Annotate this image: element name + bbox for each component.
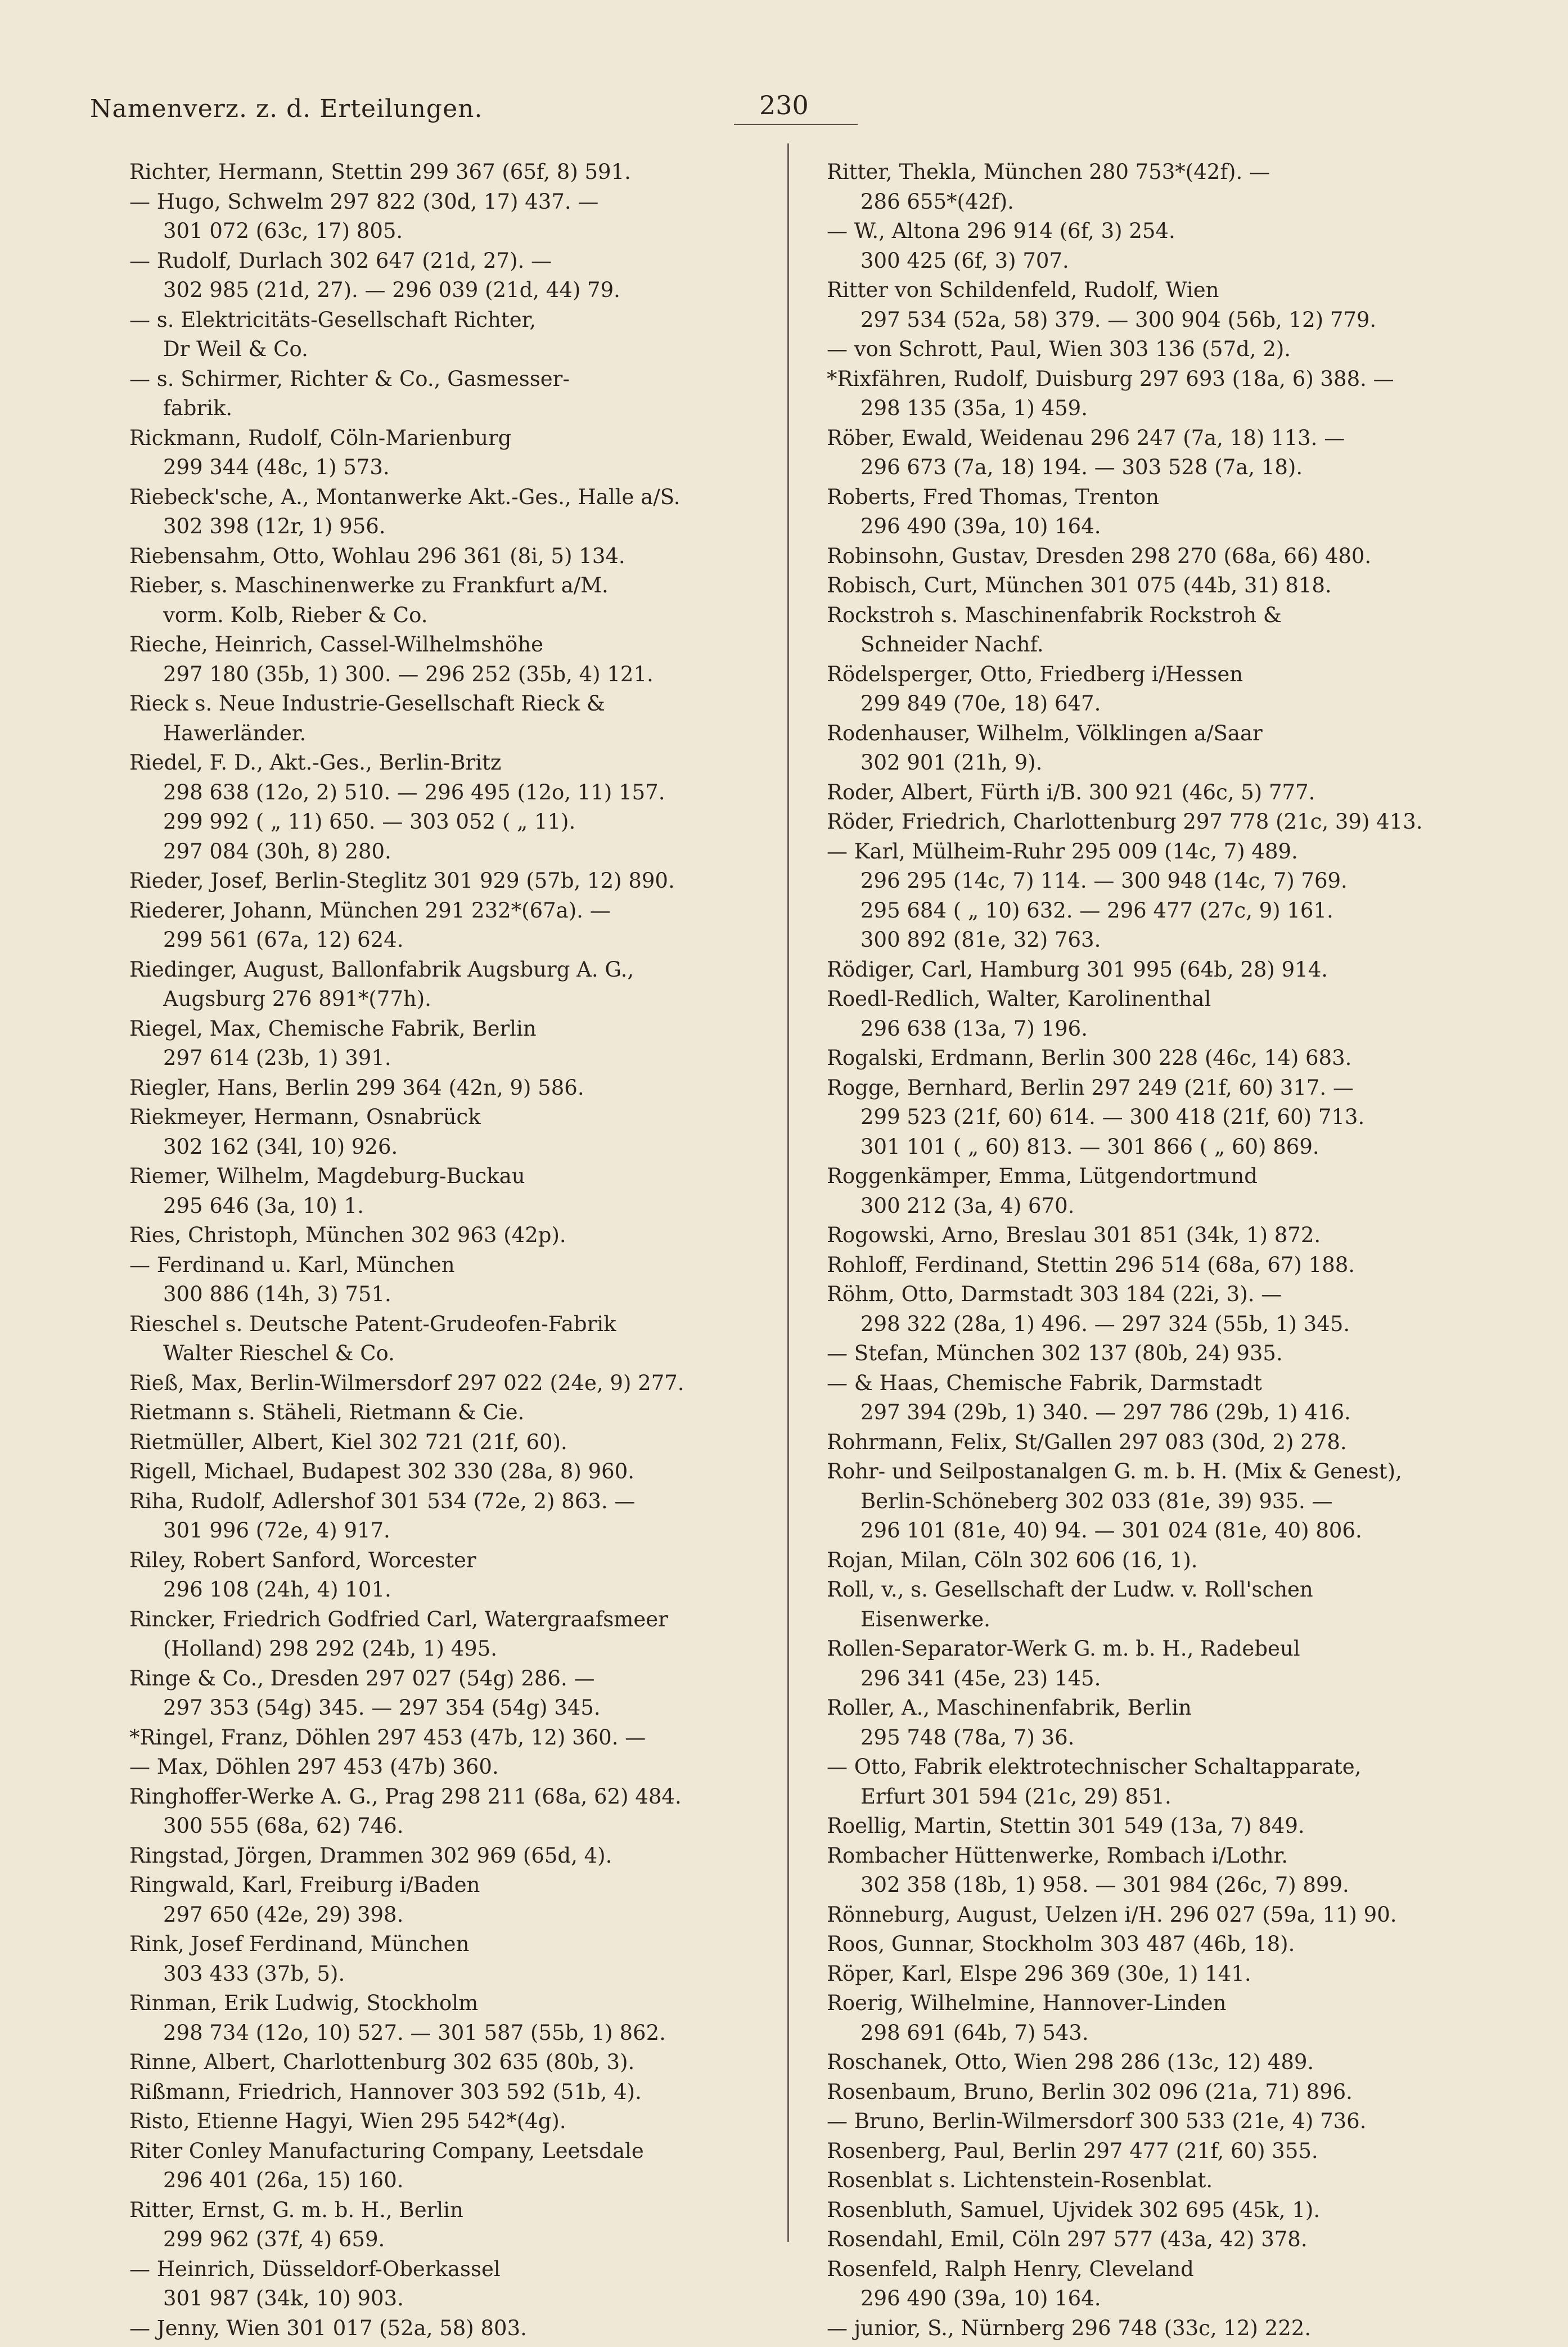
entry-line: Roedl-Redlich, Walter, Karolinenthal <box>827 987 1211 1011</box>
entry-continuation-line: 297 534 (52a, 58) 379. — 300 904 (56b, 12) 779. <box>860 307 1377 332</box>
entry-continuation-line: 301 996 (72e, 4) 917. <box>163 1518 390 1543</box>
index-entry <box>827 807 1519 837</box>
entry-line: Rieder, Josef, Berlin-Steglitz 301 929 (57b, 12) 890. <box>129 869 675 893</box>
entry-line: — & Haas, Chemische Fabrik, Darmstadt <box>827 1370 1262 1395</box>
entry-line: Rosenberg, Paul, Berlin 297 477 (21f, 60) 355. <box>827 2138 1318 2163</box>
entry-line: — Ferdinand u. Karl, München <box>129 1252 455 1277</box>
index-entry <box>129 2078 821 2107</box>
index-entry <box>827 2314 1519 2344</box>
entry-line: Rohrmann, Felix, St/Gallen 297 083 (30d, 2) 278. <box>827 1429 1347 1454</box>
entry-line: — von Schrott, Paul, Wien 303 136 (57d, 2). <box>827 337 1291 361</box>
entry-line: Roder, Albert, Fürth i/B. 300 921 (46c, 5) 777. <box>827 780 1315 804</box>
entry-continuation-line: 299 344 (48c, 1) 573. <box>163 455 390 479</box>
entry-line: Riekmeyer, Hermann, Osnabrück <box>129 1105 481 1129</box>
index-entry <box>129 1221 821 1251</box>
entry-line: — Rudolf, Durlach 302 647 (21d, 27). — <box>129 248 552 273</box>
index-entry <box>129 1723 821 1753</box>
entry-continuation-line: 297 180 (35b, 1) 300. — 296 252 (35b, 4) 121. <box>163 662 654 686</box>
entry-line: Rönneburg, August, Uelzen i/H. 296 027 (59a, 11) 90. <box>827 1902 1397 1927</box>
index-entry <box>827 1693 1519 1752</box>
entry-continuation-line: fabrik. <box>163 396 233 420</box>
entry-continuation-line: Schneider Nachf. <box>860 632 1044 657</box>
entry-line: Rosendahl, Emil, Cöln 297 577 (43a, 42) 378. <box>827 2227 1308 2251</box>
entry-continuation-line: Erfurt 301 594 (21c, 29) 851. <box>860 1784 1172 1809</box>
entry-continuation-line: 300 555 (68a, 62) 746. <box>163 1814 404 1838</box>
entry-continuation-line: 303 433 (37b, 5). <box>163 1961 345 1986</box>
index-entry <box>827 335 1519 365</box>
index-entry <box>129 1073 821 1103</box>
index-entry <box>827 1280 1519 1339</box>
entry-continuation-line: 299 962 (37f, 4) 659. <box>163 2227 385 2251</box>
entry-continuation-line: 298 691 (64b, 7) 543. <box>860 2020 1089 2045</box>
entry-line: Röber, Ewald, Weidenau 296 247 (7a, 18) 113. — <box>827 425 1345 450</box>
entry-line: Roller, A., Maschinenfabrik, Berlin <box>827 1696 1192 1720</box>
entry-line: Rieß, Max, Berlin-Wilmersdorf 297 022 (24e, 9) 277. <box>129 1370 684 1395</box>
entry-continuation-line: 299 561 (67a, 12) 624. <box>163 928 404 952</box>
index-entry <box>827 217 1519 276</box>
entry-line: — Heinrich, Düsseldorf-Oberkassel <box>129 2256 501 2281</box>
entry-line: Ritter, Ernst, G. m. b. H., Berlin <box>129 2197 463 2222</box>
index-entry <box>129 1871 821 1930</box>
entry-continuation-line: 300 212 (3a, 4) 670. <box>860 1193 1075 1218</box>
entry-continuation-line: 286 655*(42f). <box>860 189 1014 214</box>
entry-line: — s. Elektricitäts-Gesellschaft Richter, <box>129 307 536 332</box>
entry-continuation-line: 302 985 (21d, 27). — 296 039 (21d, 44) 79. <box>163 278 620 302</box>
index-entry <box>827 158 1519 217</box>
index-entry <box>827 2137 1519 2166</box>
index-entry <box>129 1841 821 1871</box>
entry-line: Roellig, Martin, Stettin 301 549 (13a, 7) 849. <box>827 1814 1305 1838</box>
index-entry <box>827 2255 1519 2314</box>
index-entry <box>129 2255 821 2314</box>
entry-continuation-line: 301 987 (34k, 10) 903. <box>163 2286 404 2310</box>
entry-line: Roos, Gunnar, Stockholm 303 487 (46b, 18). <box>827 1932 1295 1956</box>
entry-line: Rogalski, Erdmann, Berlin 300 228 (46c, 14) 683. <box>827 1046 1352 1070</box>
index-entry <box>827 955 1519 985</box>
entry-line: — Hugo, Schwelm 297 822 (30d, 17) 437. — <box>129 189 599 214</box>
entry-line: — junior, S., Nürnberg 296 748 (33c, 12) 222. <box>827 2315 1312 2340</box>
entry-line: Riedel, F. D., Akt.-Ges., Berlin-Britz <box>129 750 502 775</box>
entry-line: Rißmann, Friedrich, Hannover 303 592 (51b, 4). <box>129 2079 642 2104</box>
left-column <box>129 158 821 2343</box>
index-entry <box>129 365 821 424</box>
entry-continuation-line: 296 490 (39a, 10) 164. <box>860 2286 1101 2310</box>
entry-line: Rieber, s. Maschinenwerke zu Frankfurt a/M. <box>129 573 609 597</box>
entry-continuation-line: 295 748 (78a, 7) 36. <box>860 1725 1075 1750</box>
index-entry <box>827 1044 1519 1073</box>
index-entry <box>129 1103 821 1162</box>
entry-line: — s. Schirmer, Richter & Co., Gasmesser- <box>129 366 570 391</box>
index-entry <box>827 483 1519 542</box>
entry-line: Rodenhauser, Wilhelm, Völklingen a/Saar <box>827 721 1263 745</box>
index-entry <box>827 1339 1519 1369</box>
index-entry <box>827 1930 1519 1959</box>
entry-continuation-line: 302 162 (34l, 10) 926. <box>163 1134 398 1159</box>
index-entry <box>129 866 821 896</box>
entry-line: *Ringel, Franz, Döhlen 297 453 (47b, 12) 360. — <box>129 1725 646 1750</box>
running-title: Namenverz. z. d. Erteilungen. <box>90 95 483 123</box>
index-entry <box>129 1605 821 1664</box>
entry-continuation-line: 299 523 (21f, 60) 614. — 300 418 (21f, 60) 713. <box>860 1105 1365 1129</box>
entry-line: Rieche, Heinrich, Cassel-Wilhelmshöhe <box>129 632 544 657</box>
index-entry <box>129 1162 821 1221</box>
entry-line: — Max, Döhlen 297 453 (47b) 360. <box>129 1755 499 1779</box>
index-entry <box>129 2137 821 2196</box>
index-entry <box>129 571 821 630</box>
index-entry <box>827 2196 1519 2225</box>
index-entry <box>827 2048 1519 2078</box>
entry-continuation-line: 297 353 (54g) 345. — 297 354 (54g) 345. <box>163 1696 601 1720</box>
index-entry <box>129 1752 821 1782</box>
entry-line: Riegel, Max, Chemische Fabrik, Berlin <box>129 1016 537 1041</box>
index-entry <box>129 542 821 572</box>
entry-continuation-line: (Holland) 298 292 (24b, 1) 495. <box>163 1636 498 1661</box>
index-entry <box>129 1251 821 1310</box>
index-entry <box>129 1546 821 1605</box>
entry-line: Rockstroh s. Maschinenfabrik Rockstroh & <box>827 603 1282 627</box>
index-entry <box>129 1428 821 1458</box>
entry-continuation-line: 298 734 (12o, 10) 527. — 301 587 (55b, 1) 862. <box>163 2020 666 2045</box>
entry-line: Roberts, Fred Thomas, Trenton <box>827 484 1159 509</box>
entry-line: — Bruno, Berlin-Wilmersdorf 300 533 (21e, 4) 736. <box>827 2109 1367 2133</box>
entry-line: Roll, v., s. Gesellschaft der Ludw. v. Roll'schen <box>827 1577 1313 1602</box>
entry-line: Ringstad, Jörgen, Drammen 302 969 (65d, 4). <box>129 1843 612 1868</box>
entry-line: Rödelsperger, Otto, Friedberg i/Hessen <box>827 662 1243 686</box>
entry-continuation-line: 296 673 (7a, 18) 194. — 303 528 (7a, 18). <box>860 455 1303 479</box>
entry-line: Röper, Karl, Elspe 296 369 (30e, 1) 141. <box>827 1961 1251 1986</box>
entry-continuation-line: 300 425 (6f, 3) 707. <box>860 248 1069 273</box>
entry-continuation-line: 296 638 (13a, 7) 196. <box>860 1016 1088 1041</box>
index-entry <box>827 1221 1519 1251</box>
entry-continuation-line: Augsburg 276 891*(77h). <box>163 987 431 1011</box>
index-entry <box>129 483 821 542</box>
index-entry <box>827 1428 1519 1458</box>
index-entry <box>129 1487 821 1546</box>
entry-line: Riebensahm, Otto, Wohlau 296 361 (8i, 5) 134. <box>129 543 625 568</box>
index-entry <box>129 630 821 689</box>
entry-continuation-line: Hawerländer. <box>163 721 307 745</box>
index-entry <box>129 1369 821 1399</box>
index-entry <box>827 1841 1519 1900</box>
entry-line: Rickmann, Rudolf, Cöln-Marienburg <box>129 425 512 450</box>
index-entry <box>827 571 1519 601</box>
entry-continuation-line: 297 614 (23b, 1) 391. <box>163 1046 391 1070</box>
entry-line: Ringhoffer-Werke A. G., Prag 298 211 (68a, 62) 484. <box>129 1784 682 1809</box>
entry-continuation-line: 302 398 (12r, 1) 956. <box>163 514 386 538</box>
entry-line: Ries, Christoph, München 302 963 (42p). <box>129 1223 566 1247</box>
entry-line: Ringe & Co., Dresden 297 027 (54g) 286. — <box>129 1666 595 1690</box>
entry-continuation-line: 296 101 (81e, 40) 94. — 301 024 (81e, 40) 806. <box>860 1518 1362 1543</box>
entry-continuation-line: 297 084 (30h, 8) 280. <box>163 839 391 864</box>
entry-continuation-line: 299 849 (70e, 18) 647. <box>860 691 1101 716</box>
entry-line: Rink, Josef Ferdinand, München <box>129 1932 470 1956</box>
index-entry <box>827 1575 1519 1634</box>
index-entry <box>129 1782 821 1841</box>
entry-line: Röhm, Otto, Darmstadt 303 184 (22i, 3). — <box>827 1282 1282 1306</box>
index-entry <box>827 2107 1519 2137</box>
entry-continuation-line: Eisenwerke. <box>860 1607 990 1631</box>
index-entry <box>827 2078 1519 2107</box>
index-entry <box>827 424 1519 483</box>
entry-continuation-line: 298 638 (12o, 2) 510. — 296 495 (12o, 11) 157. <box>163 780 665 804</box>
entry-line: Rohr- und Seilpostanalgen G. m. b. H. (Mix & Genest), <box>827 1459 1402 1483</box>
index-entry <box>129 187 821 246</box>
entry-continuation-line: 302 358 (18b, 1) 958. — 301 984 (26c, 7) 899. <box>860 1873 1349 1897</box>
index-entry <box>129 1398 821 1428</box>
index-entry <box>827 1959 1519 1989</box>
entry-line: Riter Conley Manufacturing Company, Leetsdale <box>129 2138 644 2163</box>
index-entry <box>129 424 821 483</box>
entry-line: Robinsohn, Gustav, Dresden 298 270 (68a, 66) 480. <box>827 543 1372 568</box>
index-entry <box>827 542 1519 572</box>
entry-continuation-line: 299 992 ( „ 11) 650. — 303 052 ( „ 11). <box>163 810 576 834</box>
entry-line: Roggenkämper, Emma, Lütgendortmund <box>827 1164 1258 1188</box>
entry-line: Rosenfeld, Ralph Henry, Cleveland <box>827 2256 1194 2281</box>
header-rule <box>734 124 858 125</box>
entry-line: Ritter von Schildenfeld, Rudolf, Wien <box>827 278 1219 302</box>
index-entry <box>129 2107 821 2137</box>
entry-line: — W., Altona 296 914 (6f, 3) 254. <box>827 219 1175 243</box>
entry-continuation-line: 295 646 (3a, 10) 1. <box>163 1193 364 1218</box>
right-column <box>827 158 1519 2343</box>
entry-continuation-line: Dr Weil & Co. <box>163 337 308 361</box>
entry-line: Röder, Friedrich, Charlottenburg 297 778 (21c, 39) 413. <box>827 810 1423 834</box>
index-entry <box>129 246 821 305</box>
entry-line: Riley, Robert Sanford, Worcester <box>129 1548 476 1572</box>
index-entry <box>129 2048 821 2078</box>
index-entry <box>827 1546 1519 1576</box>
index-entry <box>827 1752 1519 1811</box>
index-entry <box>827 2225 1519 2255</box>
index-entry <box>129 1457 821 1487</box>
index-entry <box>129 748 821 866</box>
entry-continuation-line: 295 684 ( „ 10) 632. — 296 477 (27c, 9) 161. <box>860 898 1333 923</box>
entry-line: — Jenny, Wien 301 017 (52a, 58) 803. <box>129 2315 527 2340</box>
index-entry <box>827 1634 1519 1693</box>
entry-line: Rinne, Albert, Charlottenburg 302 635 (80b, 3). <box>129 2050 635 2074</box>
index-entry <box>129 1310 821 1369</box>
entry-line: Rogge, Bernhard, Berlin 297 249 (21f, 60) 317. — <box>827 1075 1354 1100</box>
entry-line: — Otto, Fabrik elektrotechnischer Schaltapparate, <box>827 1755 1362 1779</box>
entry-continuation-line: 302 901 (21h, 9). <box>860 750 1043 775</box>
index-entry <box>827 1989 1519 2048</box>
entry-line: Rödiger, Carl, Hamburg 301 995 (64b, 28) 914. <box>827 957 1328 982</box>
entry-line: Ringwald, Karl, Freiburg i/Baden <box>129 1873 480 1897</box>
index-entry <box>129 305 821 365</box>
entry-continuation-line: 298 135 (35a, 1) 459. <box>860 396 1088 420</box>
entry-line: Roerig, Wilhelmine, Hannover-Linden <box>827 1991 1227 2015</box>
entry-continuation-line: 301 072 (63c, 17) 805. <box>163 219 403 243</box>
entry-line: Risto, Etienne Hagyi, Wien 295 542*(4g). <box>129 2109 566 2133</box>
index-entry <box>827 837 1519 955</box>
index-entry <box>827 719 1519 778</box>
entry-line: Riedinger, August, Ballonfabrik Augsburg A. G., <box>129 957 634 982</box>
entry-line: Roschanek, Otto, Wien 298 286 (13c, 12) 489. <box>827 2050 1314 2074</box>
index-entry <box>827 601 1519 660</box>
index-entry <box>827 276 1519 335</box>
index-entry <box>129 1664 821 1723</box>
entry-continuation-line: 296 295 (14c, 7) 114. — 300 948 (14c, 7) 769. <box>860 869 1348 893</box>
entry-line: Riemer, Wilhelm, Magdeburg-Buckau <box>129 1164 525 1188</box>
index-entry <box>827 984 1519 1044</box>
entry-line: Rosenbaum, Bruno, Berlin 302 096 (21a, 71) 896. <box>827 2079 1353 2104</box>
entry-line: Robisch, Curt, München 301 075 (44b, 31) 818. <box>827 573 1332 597</box>
entry-line: *Rixfähren, Rudolf, Duisburg 297 693 (18a, 6) 388. — <box>827 366 1394 391</box>
index-entry <box>827 365 1519 424</box>
entry-continuation-line: 296 341 (45e, 23) 145. <box>860 1666 1101 1690</box>
entry-continuation-line: 300 886 (14h, 3) 751. <box>163 1282 391 1306</box>
entry-continuation-line: 298 322 (28a, 1) 496. — 297 324 (55b, 1) 345. <box>860 1311 1350 1336</box>
entry-line: Rombacher Hüttenwerke, Rombach i/Lothr. <box>827 1843 1288 1868</box>
entry-continuation-line: 297 650 (42e, 29) 398. <box>163 1902 404 1927</box>
index-entry <box>129 955 821 1014</box>
page-number: 230 <box>759 90 809 120</box>
entry-continuation-line: 296 490 (39a, 10) 164. <box>860 514 1101 538</box>
index-entry <box>129 2314 821 2344</box>
index-entry <box>827 1369 1519 1428</box>
entry-continuation-line: 296 401 (26a, 15) 160. <box>163 2168 404 2192</box>
index-entry <box>827 1251 1519 1280</box>
index-entry <box>129 1989 821 2048</box>
entry-line: Rincker, Friedrich Godfried Carl, Watergraafsmeer <box>129 1607 668 1631</box>
entry-line: Riebeck'sche, A., Montanwerke Akt.-Ges., Halle a/S. <box>129 484 681 509</box>
entry-line: — Karl, Mülheim-Ruhr 295 009 (14c, 7) 489. <box>827 839 1298 864</box>
entry-continuation-line: 300 892 (81e, 32) 763. <box>860 928 1101 952</box>
entry-line: Ritter, Thekla, München 280 753*(42f). — <box>827 160 1270 184</box>
entry-line: Rigell, Michael, Budapest 302 330 (28a, 8) 960. <box>129 1459 634 1483</box>
entry-line: Rosenblat s. Lichtenstein-Rosenblat. <box>827 2168 1213 2192</box>
index-entry <box>827 1162 1519 1221</box>
entry-line: Rohloff, Ferdinand, Stettin 296 514 (68a, 67) 188. <box>827 1252 1355 1277</box>
entry-continuation-line: 297 394 (29b, 1) 340. — 297 786 (29b, 1) 416. <box>860 1400 1351 1424</box>
index-entry <box>827 1073 1519 1162</box>
entry-line: Rojan, Milan, Cöln 302 606 (16, 1). <box>827 1548 1198 1572</box>
entry-line: Rollen-Separator-Werk G. m. b. H., Radebeul <box>827 1636 1300 1661</box>
entry-line: Rietmann s. Stäheli, Rietmann & Cie. <box>129 1400 525 1424</box>
index-entry <box>129 1014 821 1073</box>
entry-line: Rosenbluth, Samuel, Ujvidek 302 695 (45k, 1). <box>827 2197 1321 2222</box>
index-entry <box>129 2196 821 2255</box>
entry-continuation-line: Walter Rieschel & Co. <box>163 1341 395 1365</box>
index-entry <box>129 158 821 187</box>
index-entry <box>827 2166 1519 2196</box>
entry-line: Rinman, Erik Ludwig, Stockholm <box>129 1991 479 2015</box>
index-entry <box>827 1811 1519 1841</box>
entry-line: Rietmüller, Albert, Kiel 302 721 (21f, 60). <box>129 1429 567 1454</box>
entry-continuation-line: vorm. Kolb, Rieber & Co. <box>163 603 428 627</box>
entry-line: Rogowski, Arno, Breslau 301 851 (34k, 1) 872. <box>827 1223 1321 1247</box>
entry-continuation-line: Berlin-Schöneberg 302 033 (81e, 39) 935. — <box>860 1489 1333 1513</box>
entry-line: Riederer, Johann, München 291 232*(67a). — <box>129 898 611 923</box>
entry-line: Rieschel s. Deutsche Patent-Grudeofen-Fabrik <box>129 1311 616 1336</box>
entry-line: — Stefan, München 302 137 (80b, 24) 935. <box>827 1341 1283 1365</box>
entry-line: Rieck s. Neue Industrie-Gesellschaft Rieck & <box>129 691 605 716</box>
entry-line: Riha, Rudolf, Adlershof 301 534 (72e, 2) 863. — <box>129 1489 636 1513</box>
entry-continuation-line: 301 101 ( „ 60) 813. — 301 866 ( „ 60) 869. <box>860 1134 1319 1159</box>
index-entry <box>827 778 1519 808</box>
entry-line: Richter, Hermann, Stettin 299 367 (65f, 8) 591. <box>129 160 631 184</box>
index-entry <box>129 689 821 748</box>
index-entry <box>129 1930 821 1989</box>
index-entry <box>129 896 821 955</box>
index-entry <box>827 1900 1519 1930</box>
index-entry <box>827 1457 1519 1546</box>
entry-continuation-line: 296 108 (24h, 4) 101. <box>163 1577 391 1602</box>
entry-line: Riegler, Hans, Berlin 299 364 (42n, 9) 586. <box>129 1075 584 1100</box>
index-entry <box>827 660 1519 719</box>
